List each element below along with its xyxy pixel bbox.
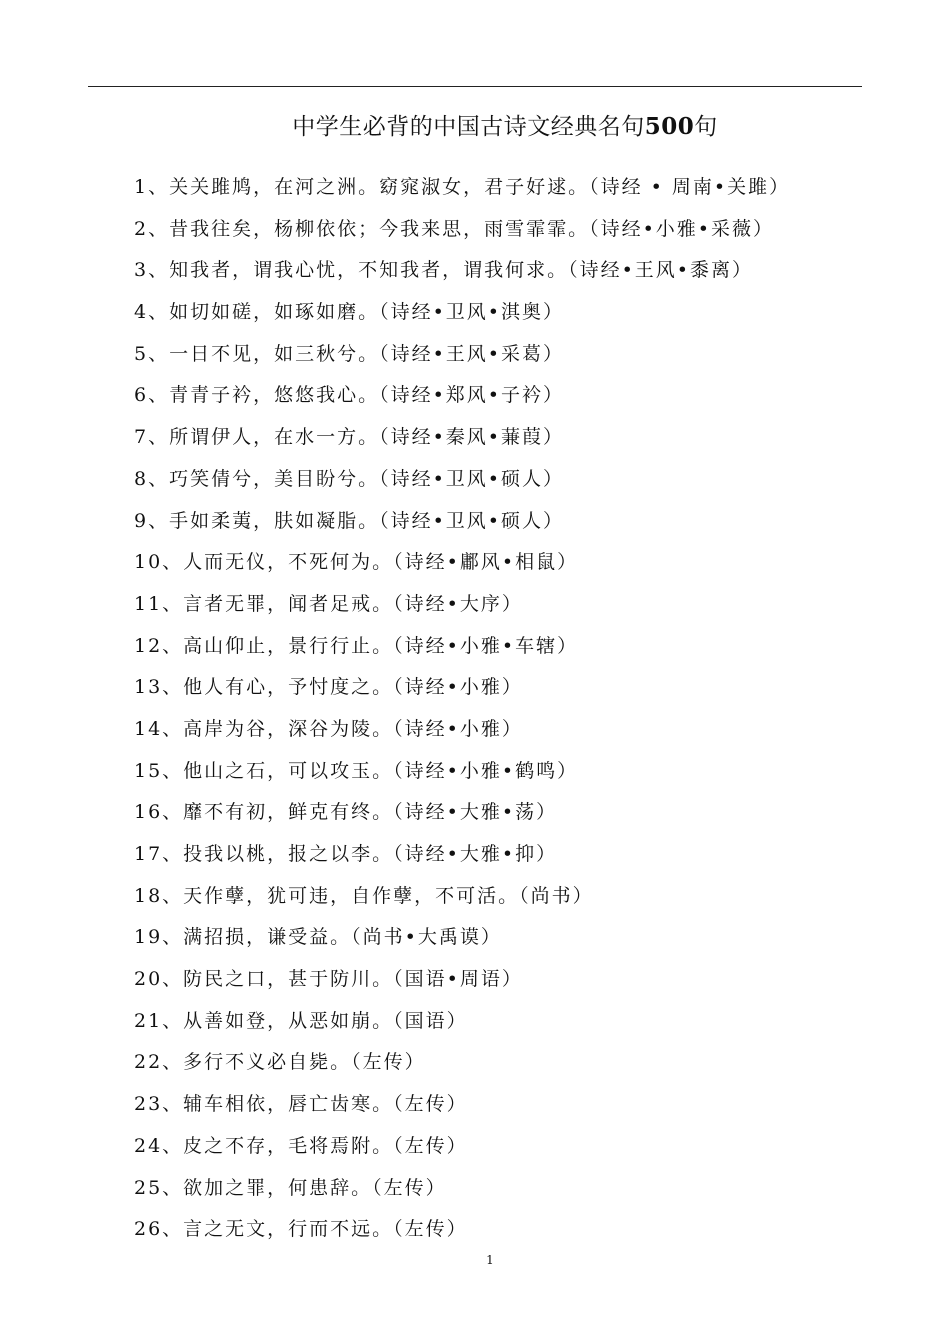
quote-line: 18、天作孽，犹可违，自作孽，不可活。（尚书） (134, 884, 594, 907)
quote-line: 16、靡不有初，鲜克有终。（诗经•大雅•荡） (134, 801, 558, 824)
quote-line: 21、从善如登，从恶如崩。（国语） (134, 1009, 468, 1032)
quote-line: 2、昔我往矣，杨柳依依；今我来思，雨雪霏霏。（诗经•小雅•采薇） (134, 217, 775, 240)
quote-line: 5、一日不见，如三秋兮。（诗经•王风•采葛） (134, 342, 565, 365)
quote-line: 23、辅车相依，唇亡齿寒。（左传） (134, 1093, 468, 1116)
quote-line: 4、如切如磋，如琢如磨。（诗经•卫风•淇奥） (134, 301, 565, 324)
quote-line: 1、关关雎鸠，在河之洲。窈窕淑女，君子好逑。（诗经 • 周南•关雎） (134, 176, 791, 198)
title-number: 500 (644, 113, 695, 140)
quote-line: 19、满招损，谦受益。（尚书•大禹谟） (134, 926, 502, 949)
quote-line: 15、他山之石，可以攻玉。（诗经•小雅•鹤鸣） (134, 759, 579, 782)
quote-line: 20、防民之口，甚于防川。（国语•周语） (134, 968, 523, 991)
quote-line: 7、所谓伊人，在水一方。（诗经•秦风•蒹葭） (134, 426, 565, 449)
quote-line: 26、言之无文，行而不远。（左传） (134, 1218, 468, 1241)
page-number: 1 (486, 1253, 494, 1267)
quote-line: 6、青青子衿，悠悠我心。（诗经•郑风•子衿） (134, 384, 565, 407)
quote-line: 11、言者无罪，闻者足戒。（诗经•大序） (134, 592, 523, 615)
quote-line: 3、知我者，谓我心忧，不知我者，谓我何求。（诗经•王风•黍离） (134, 259, 754, 282)
header-rule (88, 86, 862, 87)
quote-line: 22、多行不义必自毙。（左传） (134, 1051, 426, 1074)
title-prefix: 中学生必背的中国古诗文经典名句 (292, 114, 645, 140)
quote-line: 9、手如柔荑，肤如凝脂。（诗经•卫风•硕人） (134, 509, 565, 532)
quote-line: 10、人而无仪，不死何为。（诗经•鄘风•相鼠） (134, 551, 579, 574)
quote-line: 12、高山仰止，景行行止。（诗经•小雅•车辖） (134, 634, 579, 657)
quote-list (134, 171, 854, 1255)
quote-line: 17、投我以桃，报之以李。（诗经•大雅•抑） (134, 843, 558, 865)
quote-line: 24、皮之不存，毛将焉附。（左传） (134, 1134, 468, 1157)
page-title (0, 112, 950, 142)
title-suffix: 句 (694, 114, 718, 140)
quote-line: 8、巧笑倩兮，美目盼兮。（诗经•卫风•硕人） (134, 467, 565, 490)
quote-line: 25、欲加之罪，何患辞。（左传） (134, 1176, 447, 1199)
quote-line: 14、高岸为谷，深谷为陵。（诗经•小雅） (134, 717, 523, 740)
quote-line: 13、他人有心，予忖度之。（诗经•小雅） (134, 676, 523, 699)
